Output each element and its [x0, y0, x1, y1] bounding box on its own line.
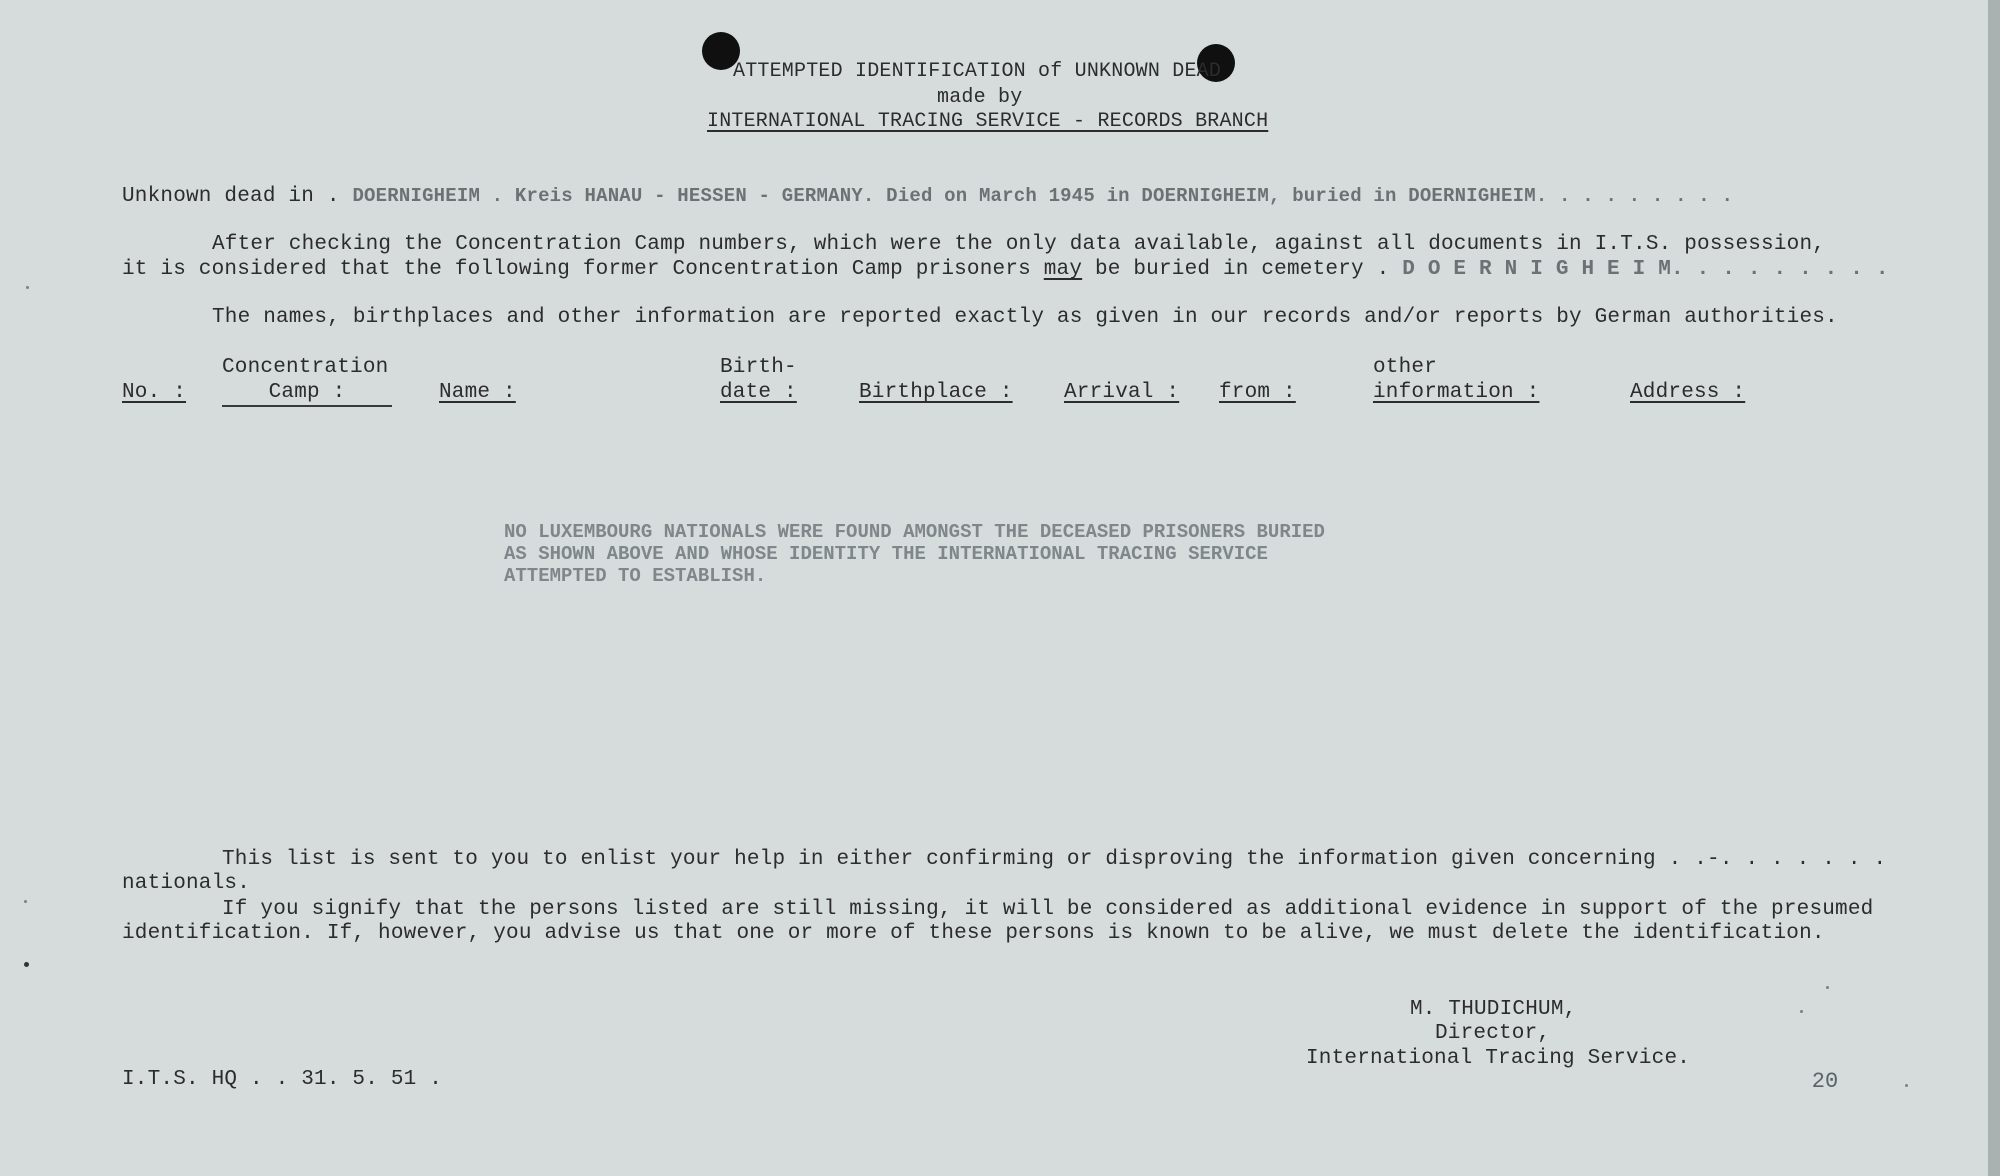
page-edge-shadow [1988, 0, 2000, 1176]
cemetery-label: be buried in cemetery . [1082, 258, 1390, 281]
signatory-role: Director, [1435, 1022, 1551, 1045]
col-header-no: No. : [122, 381, 187, 404]
col-header-birthdate-top: Birth- [720, 356, 797, 379]
signatory-organisation: International Tracing Service. [1306, 1047, 1691, 1070]
may-emphasis: may [1043, 258, 1083, 281]
scan-speck [24, 900, 27, 903]
stamp-line2: AS SHOWN ABOVE AND WHOSE IDENTITY THE INTERNATIONAL TRACING SERVICE [504, 543, 1268, 565]
checking-paragraph-line2 [122, 258, 1889, 281]
col-header-other-top: other [1373, 356, 1438, 379]
signatory-name: M. THUDICHUM, [1410, 998, 1577, 1021]
unknown-dead-location: DOERNIGHEIM . Kreis HANAU - HESSEN - GERMANY. Died on March 1945 in DOERNIGHEIM, buried in DOERNIGHEIM. . . . . . . . . [352, 185, 1734, 207]
page-number: 20 [1811, 1069, 1839, 1094]
records-note: The names, birthplaces and other information are reported exactly as given in our records and/or reports by German authorities. [212, 306, 1838, 329]
col-header-birthdate: date : [720, 381, 797, 404]
issuing-office: INTERNATIONAL TRACING SERVICE - RECORDS BRANCH [707, 110, 1269, 133]
col-header-from: from : [1219, 381, 1296, 404]
checking-paragraph-line1: After checking the Concentration Camp numbers, which were the only data available, against all documents in I.T.S. possession, [212, 233, 1826, 256]
col-header-arrival: Arrival : [1064, 381, 1180, 404]
stamp-line1: NO LUXEMBOURG NATIONALS WERE FOUND AMONGST THE DECEASED PRISONERS BURIED [504, 521, 1325, 543]
enlist-line2: nationals. [122, 872, 251, 895]
checking-text: it is considered that the following former Concentration Camp prisoners [122, 258, 1044, 281]
cemetery-name: D O E R N I G H E I M. . . . . . . . . [1402, 258, 1889, 281]
document-title: ATTEMPTED IDENTIFICATION of UNKNOWN DEAD [733, 60, 1222, 83]
col-header-address: Address : [1630, 381, 1746, 404]
scan-speck [1905, 1084, 1908, 1087]
scan-speck [26, 286, 29, 289]
col-header-birthplace: Birthplace : [859, 381, 1013, 404]
enlist-line1: This list is sent to you to enlist your help in either confirming or disproving the information given concerning . .-. . . . . . . [222, 848, 1887, 871]
col-header-name: Name : [439, 381, 516, 404]
unknown-dead-line [122, 185, 1733, 208]
scan-speck [24, 962, 29, 967]
col-header-camp-top: Concentration [222, 356, 389, 379]
signify-line1: If you signify that the persons listed are still missing, it will be considered as additional evidence in support of the presumed [222, 898, 1874, 921]
col-header-camp: Camp : [222, 381, 392, 407]
unknown-dead-label: Unknown dead in . [122, 185, 340, 208]
scan-speck [1826, 986, 1829, 989]
stamp-line3: ATTEMPTED TO ESTABLISH. [504, 565, 767, 587]
scan-speck [1800, 1010, 1803, 1013]
signify-line2: identification. If, however, you advise us that one or more of these persons is known to be alive, we must delete the identification. [122, 922, 1825, 945]
document-reference: I.T.S. HQ . . 31. 5. 51 . [122, 1068, 443, 1091]
document-subtitle: made by [937, 86, 1023, 109]
col-header-other-information: information : [1373, 381, 1540, 404]
